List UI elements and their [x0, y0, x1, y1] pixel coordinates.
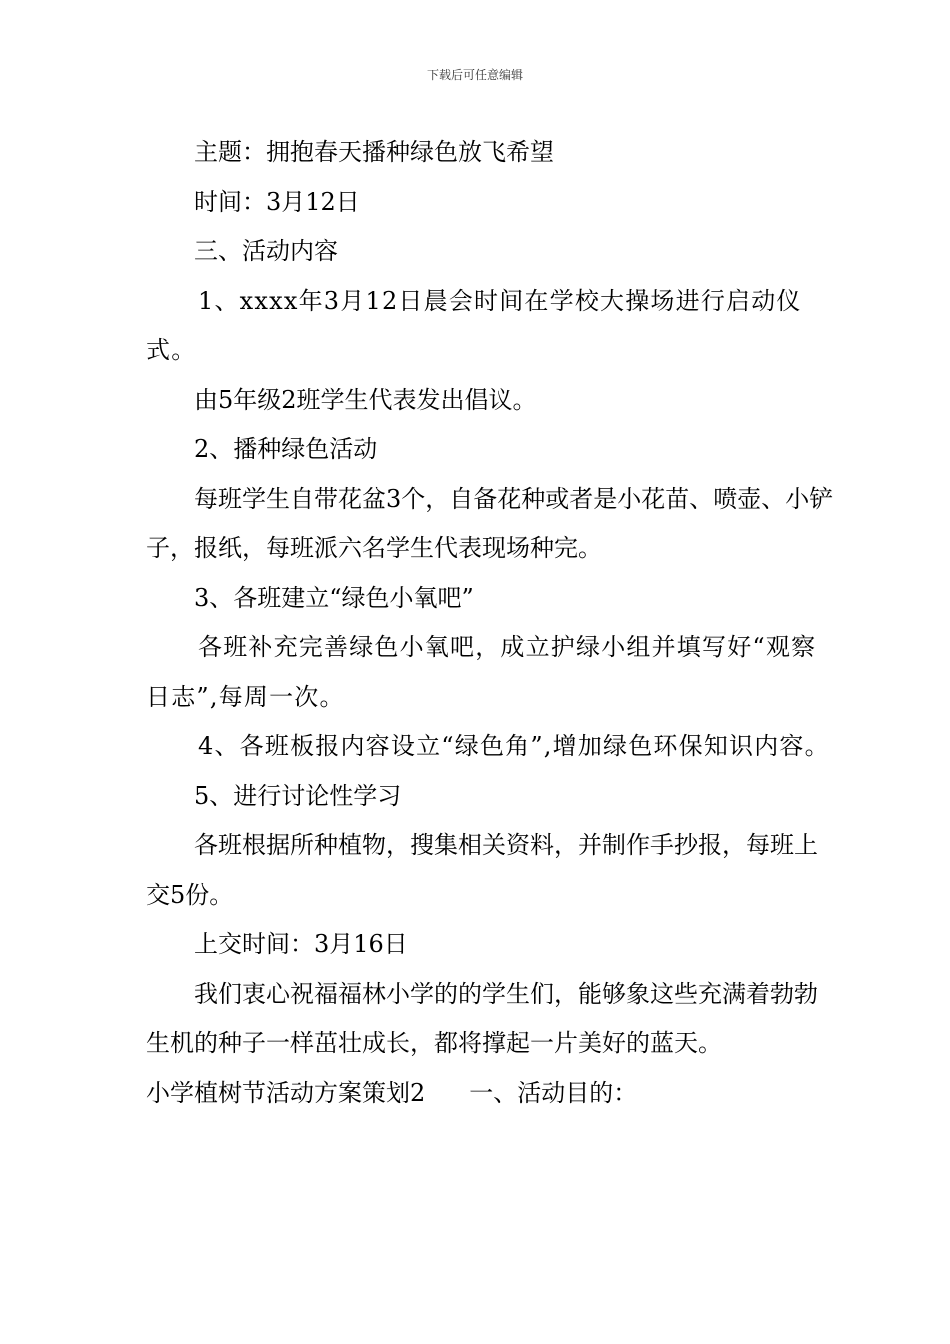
paragraph-item-4: 4、各班板报内容设立“绿色角”,增加绿色环保知识内容。 — [198, 732, 830, 760]
paragraph-item-5: 5、进行讨论性学习 — [194, 781, 402, 810]
paragraph-closing-wish: 我们衷心祝福福林小学的的学生们，能够象这些充满着勃勃生机的种子一样茁壮成长，都将撑起一片美好的蓝天。 — [146, 979, 818, 1057]
document-body — [146, 128, 836, 1118]
next-section-line — [146, 1069, 836, 1119]
paragraph-time: 时间：3月12日 — [194, 187, 360, 216]
paragraph-item-2-detail: 每班学生自带花盆3个，自备花种或者是小花苗、喷壶、小铲子，报纸，每班派六名学生代表现场种完。 — [146, 484, 834, 562]
paragraph-item-2: 2、播种绿色活动 — [194, 435, 378, 463]
paragraph-item-3: 3、各班建立“绿色小氧吧” — [194, 583, 474, 612]
section-heading-activity-content: 三、活动内容 — [194, 237, 338, 265]
paragraph-item-5-detail: 各班根据所种植物，搜集相关资料，并制作手抄报，每班上交5份。 — [146, 831, 818, 909]
page-header-note: 下载后可任意编辑 — [426, 68, 523, 82]
next-section-heading: 一、活动目的： — [469, 1078, 638, 1107]
paragraph-item-3-detail: 各班补充完善绿色小氧吧，成立护绿小组并填写好“观察日志”,每周一次。 — [146, 633, 817, 711]
paragraph-submit-time: 上交时间：3月16日 — [194, 930, 408, 958]
paragraph-theme: 主题：拥抱春天播种绿色放飞希望 — [194, 138, 554, 166]
paragraph-proposal: 由5年级2班学生代表发出倡议。 — [194, 385, 537, 414]
next-plan-title: 小学植树节活动方案策划2 — [146, 1078, 426, 1107]
paragraph-item-1: 1、xxxx年3月12日晨会时间在学校大操场进行启动仪式。 — [146, 286, 802, 364]
